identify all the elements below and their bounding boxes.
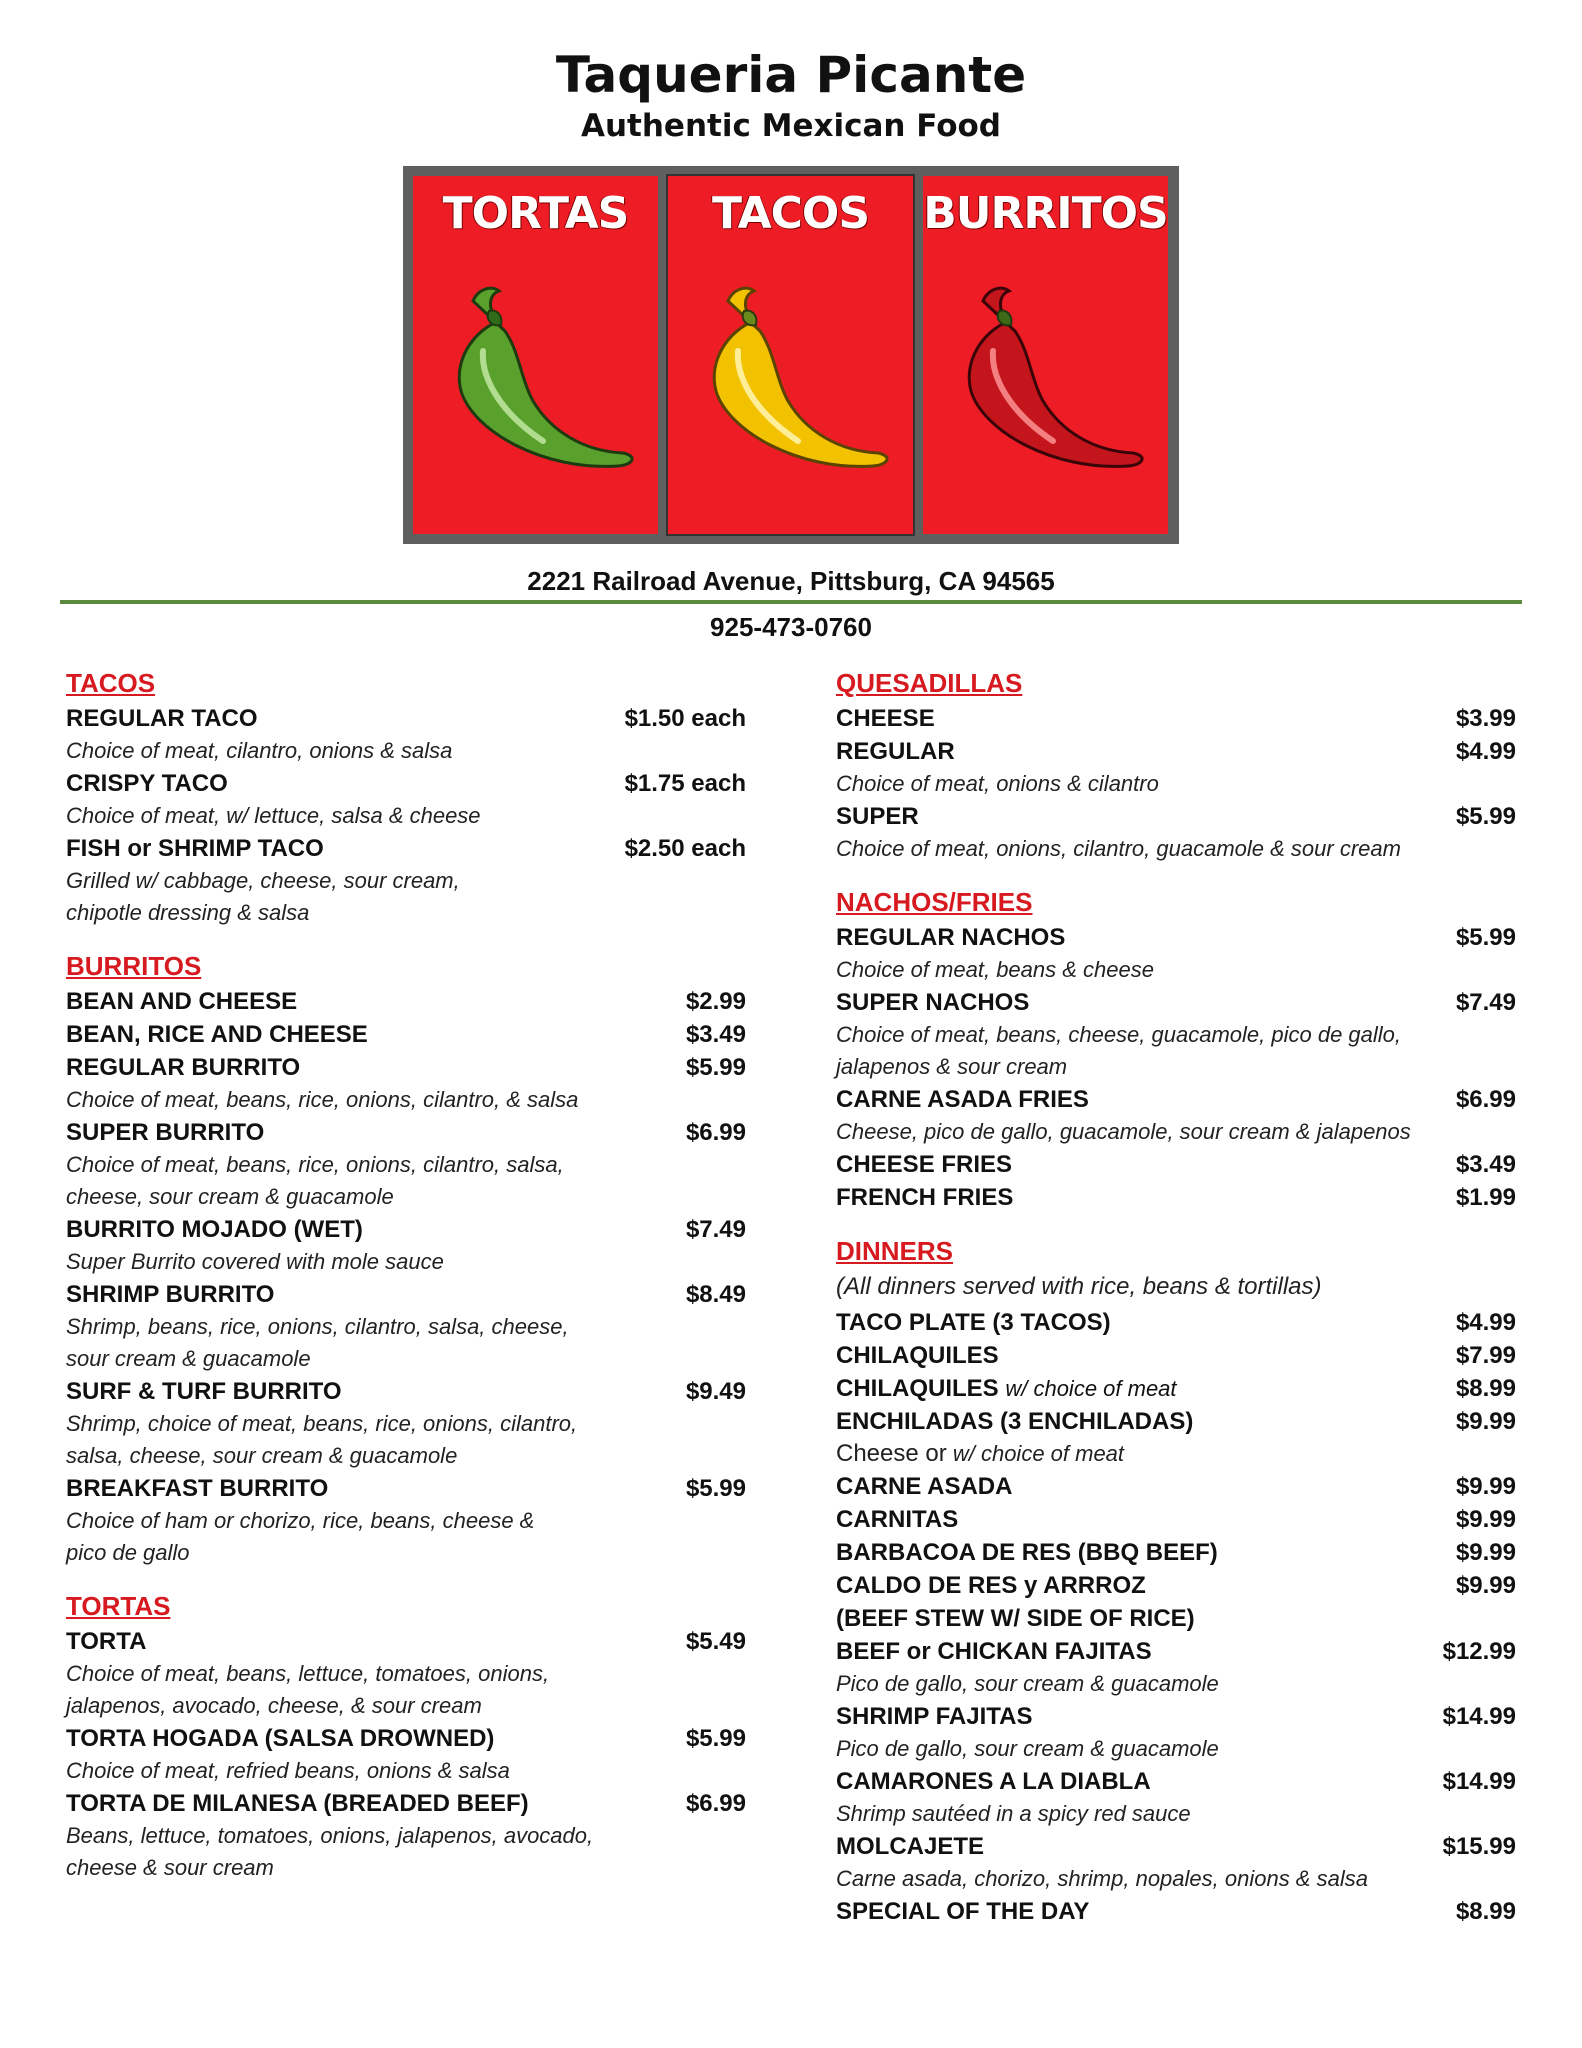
menu-item bbox=[836, 1181, 1516, 1214]
item-price: $9.99 bbox=[1455, 1539, 1516, 1566]
menu-left-column bbox=[66, 664, 746, 1884]
banner-panel-burritos bbox=[923, 176, 1168, 534]
item-price: $14.99 bbox=[1442, 1768, 1516, 1795]
item-description: Choice of meat, cilantro, onions & salsa bbox=[66, 738, 453, 763]
item-description: sour cream & guacamole bbox=[66, 1346, 311, 1371]
item-description: Choice of meat, beans, rice, onions, cilantro, & salsa bbox=[66, 1087, 579, 1112]
section-heading-nachos-fries: NACHOS/FRIES bbox=[836, 887, 1033, 917]
menu-item bbox=[836, 1470, 1516, 1503]
item-price: $4.99 bbox=[1455, 738, 1516, 765]
banner-label: TORTAS bbox=[442, 188, 629, 239]
menu-item bbox=[836, 1569, 1516, 1602]
item-price: $9.99 bbox=[1455, 1473, 1516, 1500]
item-price: $5.99 bbox=[685, 1054, 746, 1081]
item-price: $4.99 bbox=[1455, 1309, 1516, 1336]
menu-item bbox=[836, 986, 1516, 1019]
item-name: FRENCH FRIES bbox=[836, 1184, 1014, 1211]
item-description: Choice of meat, beans, rice, onions, cilantro, salsa, bbox=[66, 1152, 564, 1177]
menu-item bbox=[66, 1375, 746, 1408]
item-inline-note: w/ choice of meat bbox=[1005, 1376, 1177, 1401]
item-name: CAMARONES A LA DIABLA bbox=[836, 1768, 1151, 1795]
item-description: Grilled w/ cabbage, cheese, sour cream, bbox=[66, 868, 460, 893]
banner bbox=[403, 166, 1179, 544]
item-description: Beans, lettuce, tomatoes, onions, jalapenos, avocado, bbox=[66, 1823, 594, 1848]
item-description: Choice of meat, refried beans, onions & salsa bbox=[66, 1758, 510, 1783]
menu-item bbox=[836, 1895, 1516, 1928]
menu-item bbox=[836, 1148, 1516, 1181]
restaurant-subtitle: Authentic Mexican Food bbox=[580, 108, 1001, 144]
menu-item bbox=[66, 1116, 746, 1149]
item-name: MOLCAJETE bbox=[836, 1833, 985, 1860]
menu-item bbox=[66, 767, 746, 800]
item-price: $9.99 bbox=[1455, 1506, 1516, 1533]
item-price: $6.99 bbox=[685, 1790, 746, 1817]
item-description: Shrimp sautéed in a spicy red sauce bbox=[836, 1801, 1191, 1826]
item-name: TORTA HOGADA (SALSA DROWNED) bbox=[66, 1725, 495, 1752]
item-name-line2: (BEEF STEW W/ SIDE OF RICE) bbox=[836, 1605, 1195, 1632]
item-name: BREAKFAST BURRITO bbox=[66, 1475, 329, 1502]
banner-panel-tacos bbox=[668, 176, 913, 534]
section-heading-dinners: DINNERS bbox=[836, 1236, 954, 1266]
item-name: BURRITO MOJADO (WET) bbox=[66, 1216, 363, 1243]
item-price: $5.99 bbox=[685, 1475, 746, 1502]
item-description: Cheese, pico de gallo, guacamole, sour cream & jalapenos bbox=[836, 1119, 1411, 1144]
item-price: $7.99 bbox=[1455, 1342, 1516, 1369]
menu-item bbox=[66, 985, 746, 1018]
item-description: Shrimp, beans, rice, onions, cilantro, salsa, cheese, bbox=[66, 1314, 569, 1339]
item-description bbox=[836, 1438, 1516, 1470]
dinners-note: (All dinners served with rice, beans & tortillas) bbox=[836, 1273, 1322, 1300]
banner-label: TACOS bbox=[711, 188, 870, 239]
item-name: BEAN AND CHEESE bbox=[66, 988, 298, 1015]
menu-item bbox=[836, 1830, 1516, 1863]
item-price: $7.49 bbox=[685, 1216, 746, 1243]
item-name: SHRIMP BURRITO bbox=[66, 1281, 275, 1308]
item-price: $8.99 bbox=[1455, 1898, 1516, 1925]
item-price: $3.99 bbox=[1455, 705, 1516, 732]
menu-item bbox=[66, 1625, 746, 1658]
menu-item bbox=[66, 1018, 746, 1051]
menu-item bbox=[66, 1722, 746, 1755]
item-price: $14.99 bbox=[1442, 1703, 1516, 1730]
item-description: Carne asada, chorizo, shrimp, nopales, onions & salsa bbox=[836, 1866, 1368, 1891]
item-name: REGULAR bbox=[836, 738, 955, 765]
item-description: Shrimp, choice of meat, beans, rice, onions, cilantro, bbox=[66, 1411, 578, 1436]
menu-item bbox=[66, 1278, 746, 1311]
menu-item bbox=[66, 702, 746, 735]
item-description: Choice of meat, onions, cilantro, guacamole & sour cream bbox=[836, 836, 1401, 861]
item-price: $7.49 bbox=[1455, 989, 1516, 1016]
item-name: SUPER NACHOS bbox=[836, 989, 1030, 1016]
banner-panel-tortas bbox=[413, 176, 658, 534]
green-pepper-icon bbox=[433, 281, 648, 481]
item-price: $1.50 each bbox=[624, 705, 746, 732]
menu-item bbox=[836, 1765, 1516, 1798]
item-name-with-note bbox=[836, 1372, 1177, 1405]
item-name: BARBACOA DE RES (BBQ BEEF) bbox=[836, 1539, 1218, 1566]
desc-part: Cheese or bbox=[836, 1440, 947, 1467]
item-name: REGULAR BURRITO bbox=[66, 1054, 301, 1081]
menu-item bbox=[66, 1051, 746, 1084]
item-name: SUPER bbox=[836, 803, 919, 830]
menu-item bbox=[66, 1472, 746, 1505]
item-name: TACO PLATE (3 TACOS) bbox=[836, 1309, 1111, 1336]
yellow-pepper-icon bbox=[688, 281, 903, 481]
item-price: $2.50 each bbox=[624, 835, 746, 862]
item-name: SURF & TURF BURRITO bbox=[66, 1378, 342, 1405]
item-name: ENCHILADAS (3 ENCHILADAS) bbox=[836, 1408, 1194, 1435]
item-price: $3.49 bbox=[685, 1021, 746, 1048]
item-price: $8.99 bbox=[1455, 1375, 1516, 1402]
banner-label: BURRITOS bbox=[923, 188, 1168, 239]
item-description: jalapenos & sour cream bbox=[836, 1054, 1068, 1079]
item-price: $6.99 bbox=[685, 1119, 746, 1146]
item-description: pico de gallo bbox=[66, 1540, 190, 1565]
item-price: $9.49 bbox=[685, 1378, 746, 1405]
item-price: $1.99 bbox=[1455, 1184, 1516, 1211]
menu-item bbox=[836, 1503, 1516, 1536]
menu-item bbox=[66, 832, 746, 865]
menu-item bbox=[836, 1306, 1516, 1339]
item-name: REGULAR TACO bbox=[66, 705, 258, 732]
item-name: SUPER BURRITO bbox=[66, 1119, 265, 1146]
menu-item bbox=[836, 1083, 1516, 1116]
desc-part: w/ choice of meat bbox=[946, 1441, 1125, 1466]
item-name: CHEESE bbox=[836, 705, 935, 732]
menu-item bbox=[836, 1405, 1516, 1438]
restaurant-title: Taqueria Picante bbox=[555, 46, 1027, 104]
item-name: CHILAQUILES bbox=[836, 1375, 999, 1402]
address: 2221 Railroad Avenue, Pittsburg, CA 94565 bbox=[527, 566, 1055, 596]
section-heading-quesadillas: QUESADILLAS bbox=[836, 668, 1023, 698]
item-description: Choice of meat, beans, cheese, guacamole, pico de gallo, bbox=[836, 1022, 1402, 1047]
item-price: $6.99 bbox=[1455, 1086, 1516, 1113]
item-price: $3.49 bbox=[1455, 1151, 1516, 1178]
menu-right-column bbox=[836, 664, 1516, 1928]
menu-item bbox=[836, 1372, 1516, 1405]
item-description: Pico de gallo, sour cream & guacamole bbox=[836, 1671, 1219, 1696]
menu-item-continuation bbox=[836, 1602, 1516, 1635]
item-name: CARNE ASADA FRIES bbox=[836, 1086, 1089, 1113]
menu-item bbox=[836, 1339, 1516, 1372]
item-description: Choice of meat, onions & cilantro bbox=[836, 771, 1159, 796]
phone-number: 925-473-0760 bbox=[710, 612, 872, 642]
item-price: $12.99 bbox=[1442, 1638, 1516, 1665]
menu-item bbox=[836, 1700, 1516, 1733]
item-description: cheese & sour cream bbox=[66, 1855, 274, 1880]
item-price: $15.99 bbox=[1442, 1833, 1516, 1860]
menu-item bbox=[836, 735, 1516, 768]
item-name: CARNE ASADA bbox=[836, 1473, 1013, 1500]
menu-item bbox=[836, 1635, 1516, 1668]
item-description: Pico de gallo, sour cream & guacamole bbox=[836, 1736, 1219, 1761]
section-heading-burritos: BURRITOS bbox=[66, 951, 202, 981]
item-description: chipotle dressing & salsa bbox=[66, 900, 310, 925]
item-price: $9.99 bbox=[1455, 1408, 1516, 1435]
section-heading-tacos: TACOS bbox=[66, 668, 156, 698]
item-description: Choice of ham or chorizo, rice, beans, cheese & bbox=[66, 1508, 535, 1533]
item-description: Choice of meat, beans & cheese bbox=[836, 957, 1154, 982]
item-price: $5.99 bbox=[1455, 803, 1516, 830]
item-price: $5.99 bbox=[1455, 924, 1516, 951]
red-pepper-icon bbox=[943, 281, 1158, 481]
item-price: $9.99 bbox=[1455, 1572, 1516, 1599]
item-name: REGULAR NACHOS bbox=[836, 924, 1066, 951]
item-name: BEAN, RICE AND CHEESE bbox=[66, 1021, 368, 1048]
item-description: salsa, cheese, sour cream & guacamole bbox=[66, 1443, 458, 1468]
item-name: CHILAQUILES bbox=[836, 1342, 999, 1369]
item-price: $2.99 bbox=[685, 988, 746, 1015]
menu-item bbox=[66, 1213, 746, 1246]
menu-item bbox=[836, 800, 1516, 833]
item-name: CHEESE FRIES bbox=[836, 1151, 1013, 1178]
item-description: Choice of meat, w/ lettuce, salsa & cheese bbox=[66, 803, 481, 828]
item-name: CRISPY TACO bbox=[66, 770, 228, 797]
item-price: $1.75 each bbox=[624, 770, 746, 797]
item-description: Super Burrito covered with mole sauce bbox=[66, 1249, 444, 1274]
item-name: TORTA bbox=[66, 1628, 147, 1655]
item-description: cheese, sour cream & guacamole bbox=[66, 1184, 394, 1209]
item-price: $5.49 bbox=[685, 1628, 746, 1655]
item-name: TORTA DE MILANESA (BREADED BEEF) bbox=[66, 1790, 529, 1817]
item-description: jalapenos, avocado, cheese, & sour cream bbox=[66, 1693, 482, 1718]
item-name: SPECIAL OF THE DAY bbox=[836, 1898, 1090, 1925]
item-name: BEEF or CHICKAN FAJITAS bbox=[836, 1638, 1152, 1665]
menu-item bbox=[836, 702, 1516, 735]
section-heading-tortas: TORTAS bbox=[66, 1591, 171, 1621]
item-description: Choice of meat, beans, lettuce, tomatoes, onions, bbox=[66, 1661, 550, 1686]
menu-item bbox=[836, 1536, 1516, 1569]
menu-item bbox=[66, 1787, 746, 1820]
menu-item bbox=[836, 921, 1516, 954]
item-name: SHRIMP FAJITAS bbox=[836, 1703, 1033, 1730]
item-name: FISH or SHRIMP TACO bbox=[66, 835, 324, 862]
item-name: CALDO DE RES y ARRROZ bbox=[836, 1572, 1146, 1599]
item-name: CARNITAS bbox=[836, 1506, 959, 1533]
item-price: $8.49 bbox=[685, 1281, 746, 1308]
item-price: $5.99 bbox=[685, 1725, 746, 1752]
divider bbox=[60, 600, 1522, 604]
